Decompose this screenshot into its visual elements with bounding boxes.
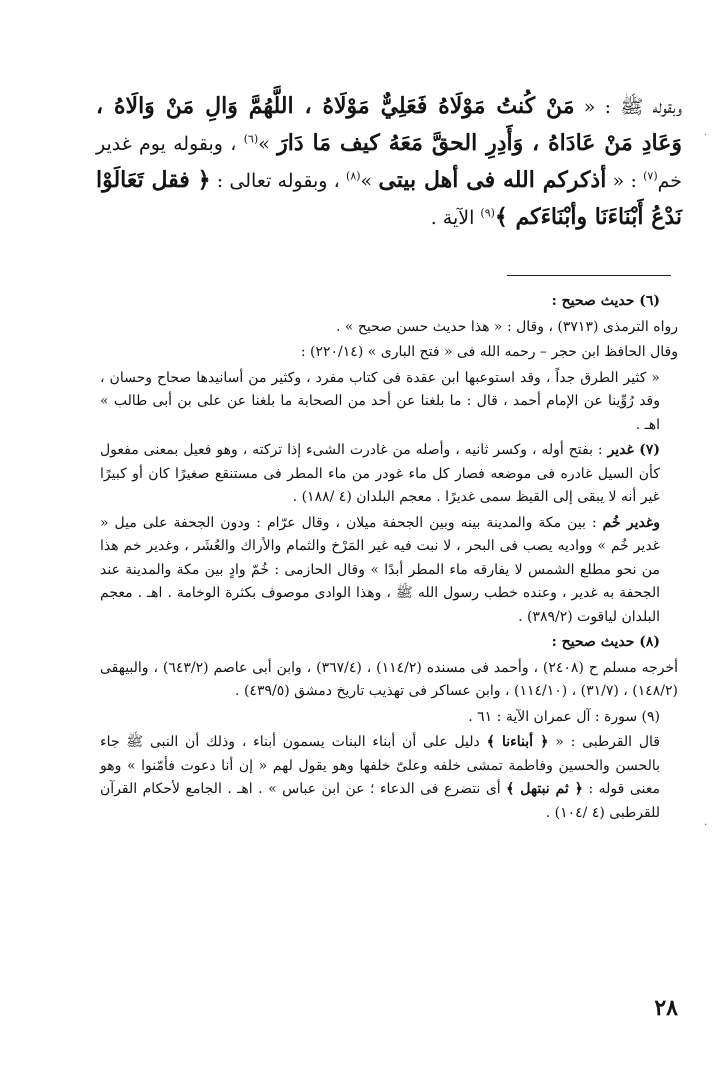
- note-7b-text: : بين مكة والمدينة بينه وبين الجحفة ميلان ، وقال عرّام : ودون الجحفة على ميل « غدير خُم » وواديه يصب فى البحر ، لا نبت فيه غير المَرْخ والثمام والأراك والعُشَر ، وغدير خم هذا من نحو مطلع الشمس لا يفارقه ماء المطر أبدًا » وقال الحازمى : خُمّ وادٍ بين مكة والمدينة عند الجحفة به غدير ، وعنده خطب رسول الله ﷺ ، وهذا الوادى موصوف بكثرة الوخامة . اهـ . معجم البلدان لياقوت (٣٨٩/٢) .: [100, 514, 660, 625]
- main-text-4: ، وبقوله تعالى :: [210, 170, 347, 192]
- quote-close: »: [258, 133, 278, 155]
- note-6-heading: (٦) حديث صحيح :: [551, 293, 660, 309]
- note-6-source: رواه الترمذى (٣٧١٣) ، وقال : « هذا حديث حسن صحيح » .: [335, 318, 678, 335]
- note-9-intro: قال القرطبى : «: [548, 734, 660, 750]
- note-9-verse-2: ﴿ ثم نبتهل ﴾: [506, 781, 583, 797]
- main-text-3: : «: [606, 170, 644, 192]
- note-7-text: : بفتح أوله ، وكسر ثانيه ، وأصله من غادرت الشىء إذا تركته ، وهو فعيل بمعنى مفعول كأن السيل غادره فى موضعه فصار كل ماء غودر من ماء المطر فى مستنقع صغيرًا كان أو كبيرًا غير أنه لا يبقى إلى القيظ سمى غديرًا . معجم البلدان (٤ /١٨٨) .: [100, 442, 660, 505]
- hadith-text: مَنْ كُنتُ مَوْلَاهُ فَعَلِيٌّ مَوْلَاهُ ، اللَّهُمَّ وَالِ مَنْ وَالَاهُ ، وَعَادِ مَنْ عَادَاهُ ، وَأَدِرِ الحقَّ مَعَهُ كيف مَا دَارَ: [96, 93, 682, 156]
- note-9-verse-1: ﴿ أبناءنا ﴾: [486, 734, 549, 750]
- quran-verse: ﴿ فقل تَعَالَوْا نَدْعُ أَبْنَاءَنَا وأبْنَاءَكم ﴾: [96, 167, 682, 230]
- note-8-text: أخرجه مسلم ح (٢٤٠٨) ، وأحمد فى مسنده (١١٤/٢) ، (٣٦٧/٤) ، وابن أبى عاصم (٦٤٣/٢) ، والبيهقى (١٤٨/٢) ، (٣١/٧) ، (١١٤/١٠) ، وابن عساكر فى تهذيب تاريخ دمشق (٤٣٩/٥) .: [100, 659, 679, 699]
- note-9-end: أى نتضرع فى الدعاء ؛ عن ابن عباس » . اهـ . الجامع لأحكام القرآن للقرطبى (٤ /١٠٤) .: [100, 781, 660, 821]
- main-paragraph: [96, 88, 682, 236]
- main-text: [96, 88, 682, 236]
- hadith-text-2: أذكركم الله فى أهل بيتى: [378, 167, 607, 193]
- note-7b: [100, 512, 678, 630]
- footnote-divider: [507, 275, 671, 276]
- page-number: ٢٨: [654, 995, 678, 1021]
- footnote-ref-6: (٦): [243, 132, 259, 146]
- margin-speck: ·: [704, 130, 708, 141]
- note-7-term: (٧) غدير: [607, 442, 660, 458]
- note-6-ibn-hajar: وقال الحافظ ابن حجر – رحمه الله فى « فتح البارى » (٢٢٠/١٤) :: [300, 344, 678, 360]
- main-text-2: ، وبقوله يوم غدير خم: [96, 133, 682, 192]
- note-8-heading: (٨) حديث صحيح :: [551, 634, 660, 650]
- note-9-heading: (٩) سورة : آل عمران الآية : ٦١ .: [468, 708, 660, 725]
- footnote-ref-9: (٩): [480, 206, 495, 220]
- note-7: [100, 439, 678, 510]
- footnote-ref-8: (٨): [346, 169, 361, 183]
- note-9-body: دليل على أن أبناء البنات يسمون أبناء ، وذلك أن النبى ﷺ جاء بالحسن والحسين وفاطمة تمشى خلفه وعلىّ خلفها وهو يقول لهم « إن أنا دعوت فأمّنوا » وهو معنى قوله :: [100, 734, 660, 797]
- note-6-quote: « كثير الطرق جداً ، وقد استوعبها ابن عقدة فى كتاب مفرد ، وكثير من أسانيدها صحاح وحسان ، وقد رُوِّينا عن الإمام أحمد ، قال : ما بلغنا عن أحد من الصحابة ما بلغنا عن على بن أبى طالب » اهـ .: [100, 369, 660, 433]
- footnote-ref-7: (٧): [643, 169, 658, 183]
- main-text-5: الآية .: [430, 207, 481, 229]
- quote-close-2: »: [360, 170, 379, 192]
- margin-speck-2: ·: [704, 820, 708, 831]
- main-intro: وبقوله ﷺ : «: [574, 96, 682, 118]
- note-7b-term: وغدير خُم: [602, 514, 660, 531]
- note-9-text: [100, 731, 678, 825]
- footnotes: [100, 290, 678, 827]
